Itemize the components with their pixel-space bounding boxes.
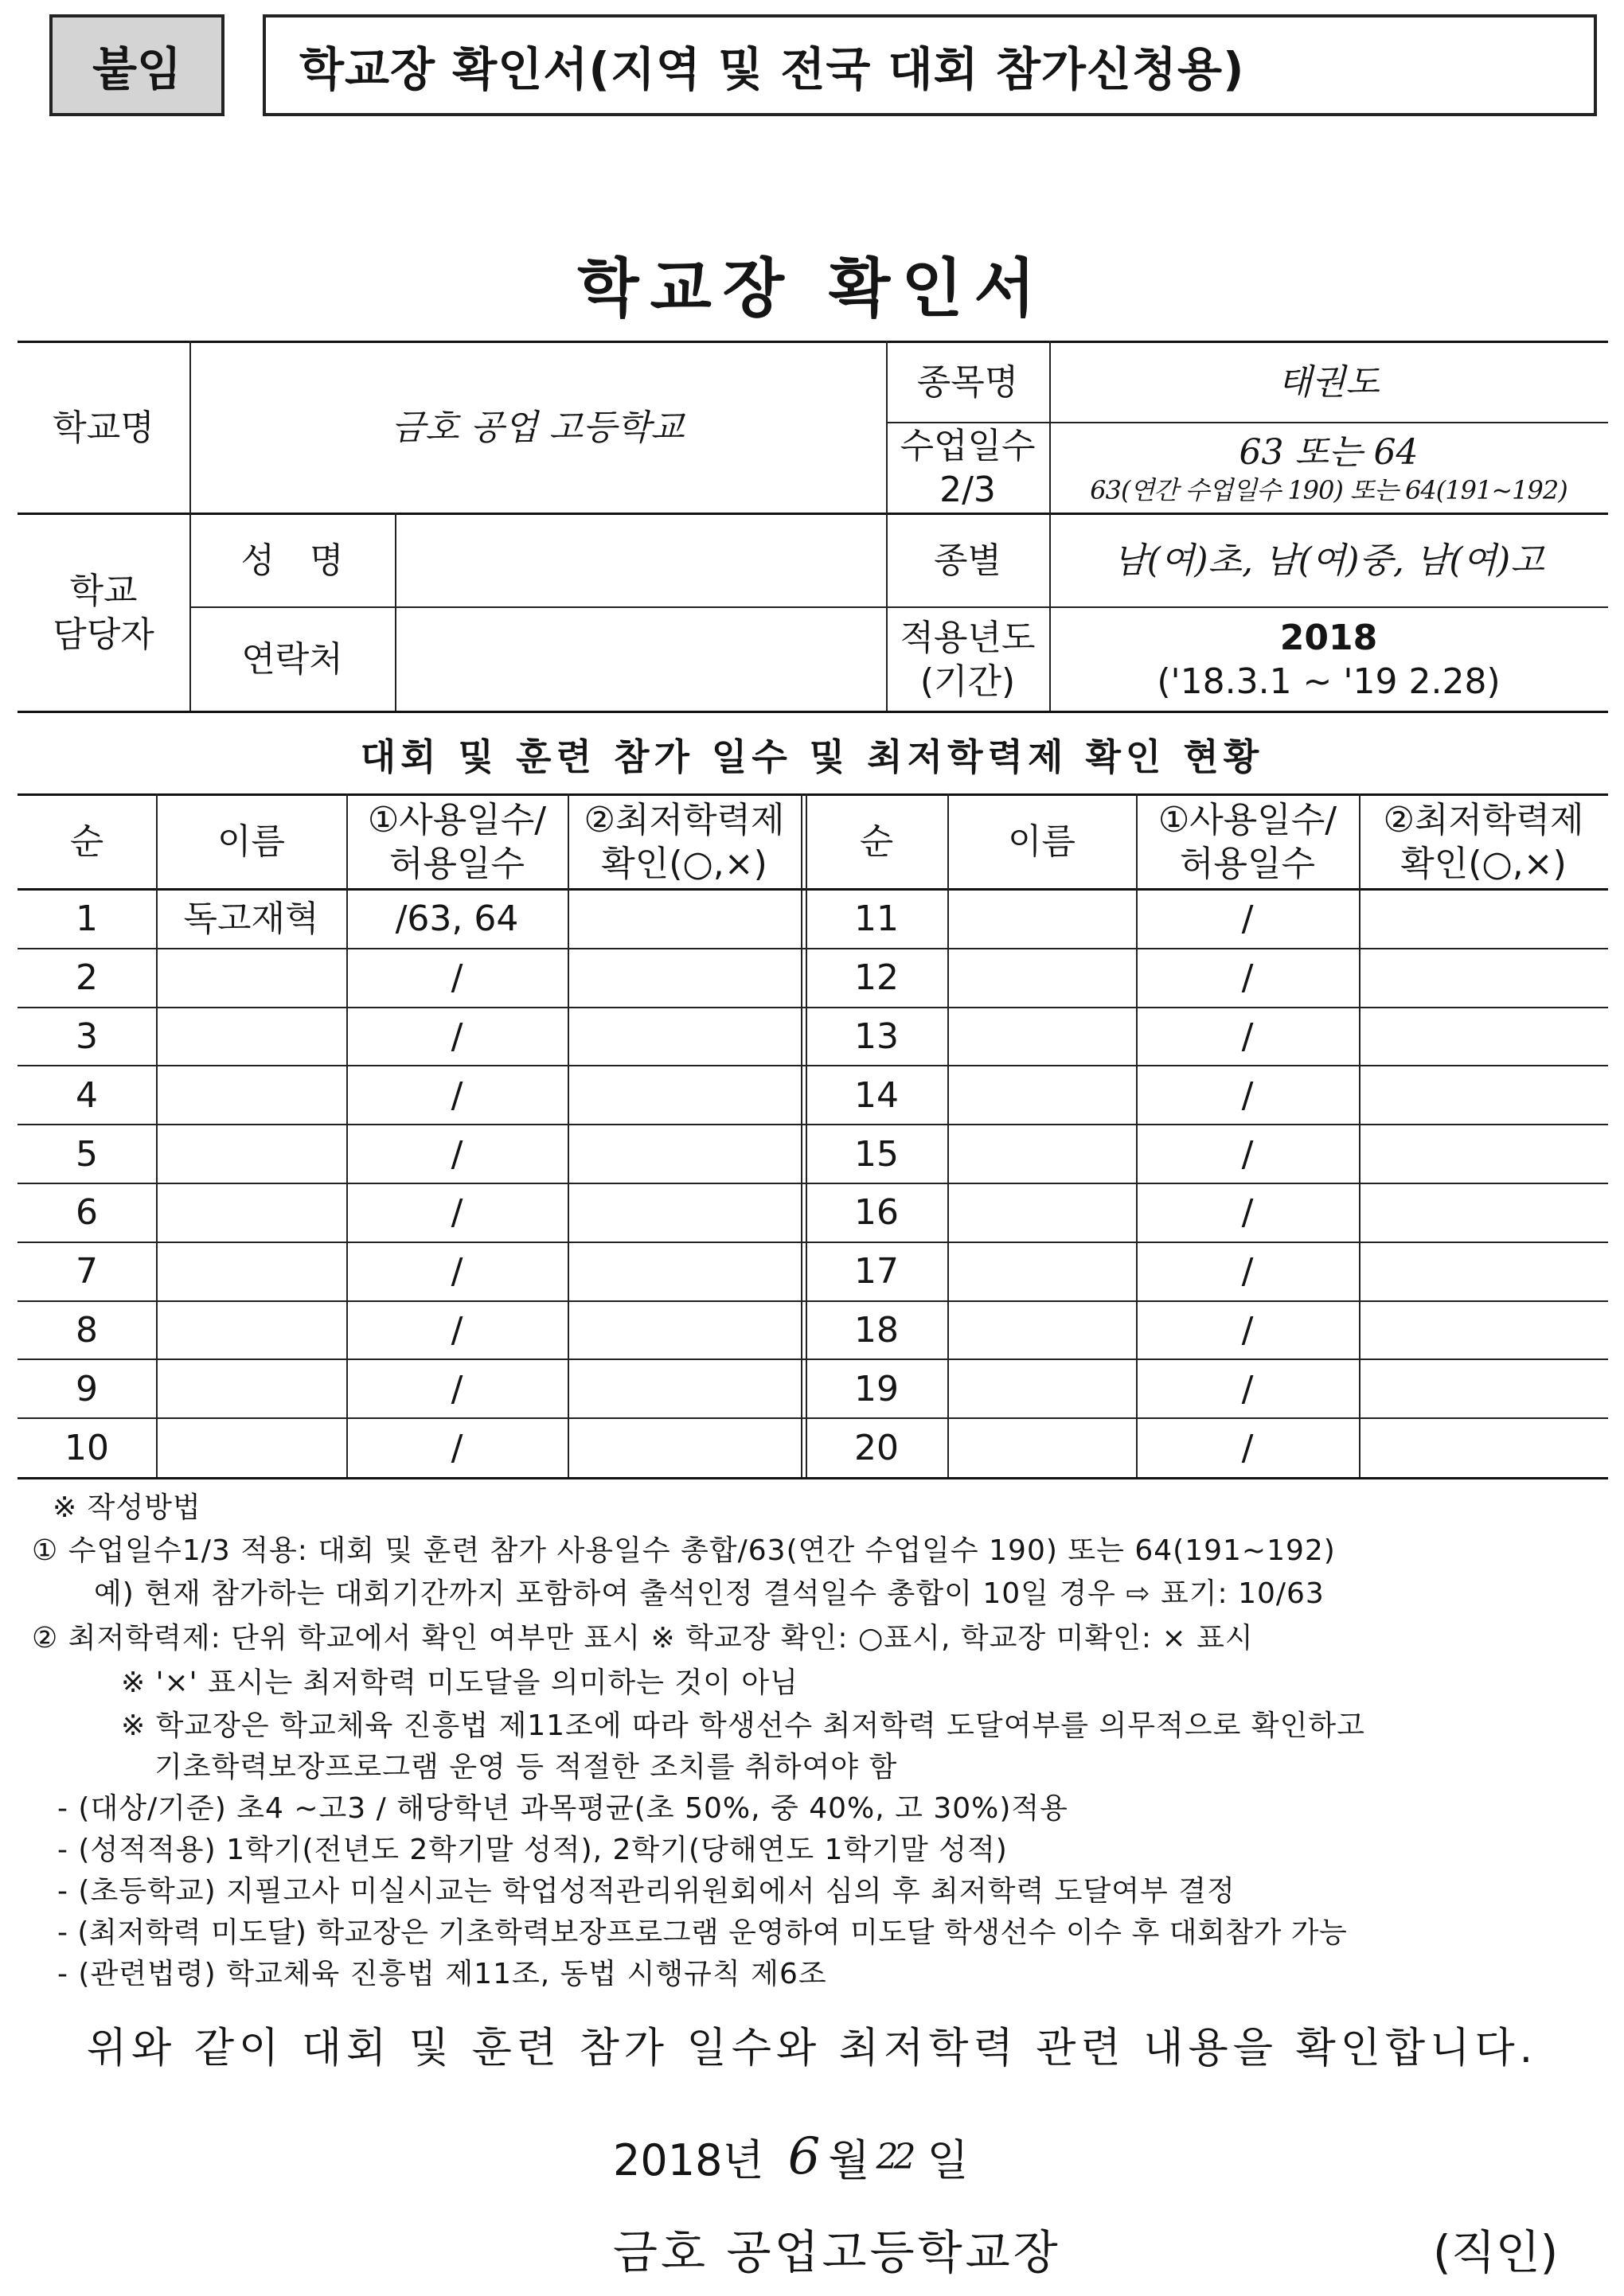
notes-line-8: - (성적적용) 1학기(전년도 2학기말 성적), 2학기(당해연도 1학기말 성적) bbox=[57, 1834, 1008, 1866]
date-month-handwritten: 6 bbox=[787, 2127, 821, 2186]
table-cell-right-name[interactable] bbox=[947, 949, 1136, 1008]
notes-line-11: - (관련법령) 학교체육 진흥법 제11조, 동법 시행규칙 제6조 bbox=[57, 1958, 827, 1990]
form-title: 학교장 확인서(지역 및 전국 대회 참가신청용) bbox=[299, 42, 1245, 96]
staff-contact-label: 연락처 bbox=[241, 639, 343, 680]
class-days-value bbox=[1049, 423, 1608, 513]
table-cell-left-check[interactable] bbox=[568, 1301, 801, 1360]
notes-line-1: ① 수업일수1/3 적용: 대회 및 훈련 참가 사용일수 총합/63(연간 수업일수 190) 또는 64(191~192) bbox=[32, 1534, 1336, 1567]
class-days-value-line2: 63(연간 수업일수 190) 또는 64(191~192) bbox=[1090, 474, 1567, 505]
date-day-label: 일 bbox=[927, 2134, 969, 2185]
staff-label-line2: 담당자 bbox=[53, 614, 154, 655]
table-cell-right-name[interactable] bbox=[947, 1066, 1136, 1125]
table-cell-left-name[interactable] bbox=[156, 1301, 346, 1360]
table-cell-right-check[interactable] bbox=[1359, 890, 1608, 949]
year-label-line1: 적용년도 bbox=[900, 617, 1036, 658]
col-header-days-left bbox=[346, 795, 568, 888]
table-cell-right-check[interactable] bbox=[1359, 1125, 1608, 1183]
table-cell-right-no: 18 bbox=[854, 1309, 899, 1351]
form-title-box bbox=[263, 14, 1597, 116]
col-header-check-line1: ②최저학력제 bbox=[584, 799, 785, 840]
notes-line-7: - (대상/기준) 초4 ~고3 / 해당학년 과목평균(초 50%, 중 40%, 고 30%)적용 bbox=[57, 1792, 1068, 1825]
year-value bbox=[1049, 608, 1608, 711]
table-cell-left-no: 7 bbox=[76, 1251, 98, 1292]
principal-name: 금호 공업고등학교장 bbox=[613, 2225, 1061, 2279]
staff-contact-field[interactable] bbox=[395, 608, 886, 711]
seal-text: (직인) bbox=[1433, 2225, 1559, 2279]
table-cell-left-check[interactable] bbox=[568, 1183, 801, 1242]
table-cell-right-check[interactable] bbox=[1359, 1418, 1608, 1477]
table-cell-left-days[interactable]: / bbox=[451, 1251, 463, 1292]
table-cell-left-check[interactable] bbox=[568, 1418, 801, 1477]
date-year: 2018년 bbox=[613, 2134, 764, 2185]
col-header-check-line2: 확인(○,×) bbox=[1400, 843, 1567, 884]
table-cell-left-name[interactable] bbox=[156, 1066, 346, 1125]
table-cell-left-check[interactable] bbox=[568, 1125, 801, 1183]
date-line bbox=[613, 2117, 969, 2197]
col-header-name-left: 이름 bbox=[217, 821, 285, 862]
year-label-line2: (기간) bbox=[919, 661, 1016, 702]
table-cell-left-no: 5 bbox=[76, 1133, 98, 1175]
table-cell-right-days[interactable]: / bbox=[1241, 1251, 1254, 1292]
table-cell-right-days[interactable]: / bbox=[1241, 1427, 1254, 1468]
confirmation-sentence bbox=[0, 2012, 1624, 2076]
class-days-label bbox=[886, 423, 1049, 513]
table-cell-right-days[interactable]: / bbox=[1241, 1368, 1254, 1409]
table-cell-right-name[interactable] bbox=[947, 1008, 1136, 1066]
table-cell-left-check[interactable] bbox=[568, 1242, 801, 1301]
table-cell-right-name[interactable] bbox=[947, 1125, 1136, 1183]
table-cell-right-check[interactable] bbox=[1359, 949, 1608, 1008]
table-cell-right-name[interactable] bbox=[947, 1242, 1136, 1301]
principal-line bbox=[613, 2212, 1061, 2284]
table-cell-right-no: 12 bbox=[854, 957, 899, 999]
table-cell-right-no: 14 bbox=[854, 1074, 899, 1116]
table-cell-left-days[interactable]: / bbox=[451, 1133, 463, 1175]
staff-label bbox=[18, 514, 189, 711]
document-title-text: 학교장 확인서 bbox=[577, 251, 1047, 325]
category-value: 남(여)초, 남(여)중, 남(여)고 bbox=[1113, 540, 1544, 581]
table-cell-right-check[interactable] bbox=[1359, 1242, 1608, 1301]
notes-line-2: 예) 현재 참가하는 대회기간까지 포함하여 출석인정 결석일수 총합이 10일 경우 ⇨ 표기: 10/63 bbox=[94, 1577, 1325, 1610]
class-days-value-line1: 63 또는 64 bbox=[1239, 431, 1419, 473]
date-month-label: 월 bbox=[828, 2134, 870, 2185]
table-cell-right-check[interactable] bbox=[1359, 1359, 1608, 1418]
col-header-days-line1: ①사용일수/ bbox=[1157, 799, 1337, 840]
table-cell-left-no: 10 bbox=[64, 1427, 109, 1468]
col-header-days-right bbox=[1136, 795, 1359, 888]
table-cell-left-days[interactable]: / bbox=[451, 957, 463, 999]
table-cell-left-no: 1 bbox=[76, 899, 98, 940]
staff-name-label: 성 명 bbox=[240, 540, 344, 581]
table-cell-right-check[interactable] bbox=[1359, 1066, 1608, 1125]
table-cell-left-check[interactable] bbox=[568, 1066, 801, 1125]
section-title-text: 대회 및 훈련 참가 일수 및 최저학력제 확인 현황 bbox=[360, 735, 1264, 778]
school-name-label: 학교명 bbox=[53, 407, 154, 448]
year-label bbox=[886, 608, 1049, 711]
notes-line-5: ※ 학교장은 학교체육 진흥법 제11조에 따라 학생선수 최저학력 도달여부를 의무적으로 확인하고 bbox=[121, 1709, 1365, 1742]
table-cell-left-name[interactable] bbox=[156, 1242, 346, 1301]
table-cell-left-check[interactable] bbox=[568, 1359, 801, 1418]
attachment-badge bbox=[49, 14, 224, 116]
table-cell-left-name[interactable]: 독고재혁 bbox=[183, 899, 319, 940]
table-cell-left-no: 8 bbox=[76, 1309, 98, 1351]
notes-line-10: - (최저학력 미도달) 학교장은 기초학력보장프로그램 운영하여 미도달 학생선수 이수 후 대회참가 가능 bbox=[57, 1916, 1348, 1949]
attachment-label: 붙임 bbox=[92, 42, 182, 96]
table-cell-right-name[interactable] bbox=[947, 890, 1136, 949]
table-cell-left-days[interactable]: / bbox=[451, 1074, 463, 1116]
table-cell-left-days[interactable]: / bbox=[451, 1192, 463, 1234]
year-value-line1: 2018 bbox=[1279, 617, 1378, 658]
class-days-label-line1: 수업일수 bbox=[900, 426, 1036, 466]
table-cell-right-days[interactable]: / bbox=[1241, 1192, 1254, 1234]
table-cell-left-name[interactable] bbox=[156, 1359, 346, 1418]
event-label: 종목명 bbox=[916, 361, 1019, 403]
table-cell-right-days[interactable]: / bbox=[1241, 1074, 1254, 1116]
table-cell-right-no: 11 bbox=[854, 899, 899, 940]
col-header-days-line1: ①사용일수/ bbox=[367, 799, 547, 840]
table-cell-right-days[interactable]: / bbox=[1241, 1309, 1254, 1351]
table-cell-left-days[interactable]: /63, 64 bbox=[395, 899, 519, 940]
table-cell-left-name[interactable] bbox=[156, 949, 346, 1008]
table-cell-left-no: 6 bbox=[76, 1192, 98, 1234]
confirmation-text: 위와 같이 대회 및 훈련 참가 일수와 최저학력 관련 내용을 확인합니다. bbox=[86, 2024, 1538, 2072]
table-cell-left-no: 2 bbox=[76, 957, 98, 999]
col-header-check-right bbox=[1359, 795, 1608, 888]
notes-line-3: ② 최저학력제: 단위 학교에서 확인 여부만 표시 ※ 학교장 확인: ○표시, 학교장 미확인: × 표시 bbox=[32, 1622, 1254, 1655]
table-cell-right-no: 20 bbox=[854, 1427, 899, 1468]
table-cell-left-name[interactable] bbox=[156, 1183, 346, 1242]
table-cell-left-name[interactable] bbox=[156, 1008, 346, 1066]
table-cell-left-no: 9 bbox=[76, 1368, 98, 1409]
col-header-check-line1: ②최저학력제 bbox=[1383, 799, 1584, 840]
table-cell-left-check[interactable] bbox=[568, 949, 801, 1008]
table-cell-left-days[interactable]: / bbox=[451, 1015, 463, 1057]
date-day-handwritten: 22 bbox=[876, 2136, 912, 2177]
table-cell-right-no: 15 bbox=[854, 1133, 899, 1175]
table-cell-left-name[interactable] bbox=[156, 1125, 346, 1183]
staff-name-field[interactable] bbox=[395, 514, 886, 606]
table-cell-right-days[interactable]: / bbox=[1241, 957, 1254, 999]
year-value-line2: ('18.3.1 ~ '19 2.28) bbox=[1157, 661, 1501, 702]
class-days-label-line2: 2/3 bbox=[939, 470, 996, 510]
col-header-days-line2: 허용일수 bbox=[1179, 843, 1315, 884]
table-cell-left-days[interactable]: / bbox=[451, 1368, 463, 1409]
table-cell-right-name[interactable] bbox=[947, 1183, 1136, 1242]
notes-heading: ※ 작성방법 bbox=[53, 1491, 201, 1524]
category-label: 종별 bbox=[933, 540, 1001, 581]
table-cell-right-check[interactable] bbox=[1359, 1008, 1608, 1066]
col-header-name-right: 이름 bbox=[1007, 821, 1076, 862]
table-cell-left-check[interactable] bbox=[568, 1008, 801, 1066]
table-cell-right-days[interactable]: / bbox=[1241, 899, 1254, 940]
table-cell-right-check[interactable] bbox=[1359, 1301, 1608, 1360]
notes-line-9: - (초등학교) 지필고사 미실시교는 학업성적관리위원회에서 심의 후 최저학력 도달여부 결정 bbox=[57, 1875, 1236, 1908]
school-name-value: 금호 공업 고등학교 bbox=[391, 407, 685, 448]
table-cell-right-no: 17 bbox=[854, 1251, 899, 1292]
table-cell-right-days[interactable]: / bbox=[1241, 1015, 1254, 1057]
col-header-check-left bbox=[568, 795, 801, 888]
col-header-days-line2: 허용일수 bbox=[388, 843, 525, 884]
table-cell-right-name[interactable] bbox=[947, 1301, 1136, 1360]
table-cell-left-days[interactable]: / bbox=[451, 1309, 463, 1351]
staff-label-line1: 학교 bbox=[69, 570, 138, 611]
table-cell-right-check[interactable] bbox=[1359, 1183, 1608, 1242]
col-header-no-right: 순 bbox=[859, 821, 894, 862]
seal-placeholder bbox=[1433, 2212, 1558, 2284]
section-title bbox=[0, 716, 1624, 793]
table-cell-right-days[interactable]: / bbox=[1241, 1133, 1254, 1175]
table-cell-right-name[interactable] bbox=[947, 1418, 1136, 1477]
table-cell-left-no: 3 bbox=[76, 1015, 98, 1057]
table-cell-left-name[interactable] bbox=[156, 1418, 346, 1477]
document-title bbox=[0, 239, 1624, 326]
notes-line-6: 기초학력보장프로그램 운영 등 적절한 조치를 취하여야 함 bbox=[154, 1751, 898, 1783]
table-cell-left-days[interactable]: / bbox=[451, 1427, 463, 1468]
table-cell-left-no: 4 bbox=[76, 1074, 98, 1116]
event-value: 태권도 bbox=[1278, 361, 1380, 403]
table-cell-right-name[interactable] bbox=[947, 1359, 1136, 1418]
col-header-no-left: 순 bbox=[69, 821, 104, 862]
col-header-check-line2: 확인(○,×) bbox=[601, 843, 767, 884]
table-cell-right-no: 19 bbox=[854, 1368, 899, 1409]
table-cell-right-no: 16 bbox=[854, 1192, 899, 1234]
table-cell-left-check[interactable] bbox=[568, 890, 801, 949]
notes-line-4: ※ '×' 표시는 최저학력 미도달을 의미하는 것이 아님 bbox=[121, 1666, 798, 1699]
table-cell-right-no: 13 bbox=[854, 1015, 899, 1057]
